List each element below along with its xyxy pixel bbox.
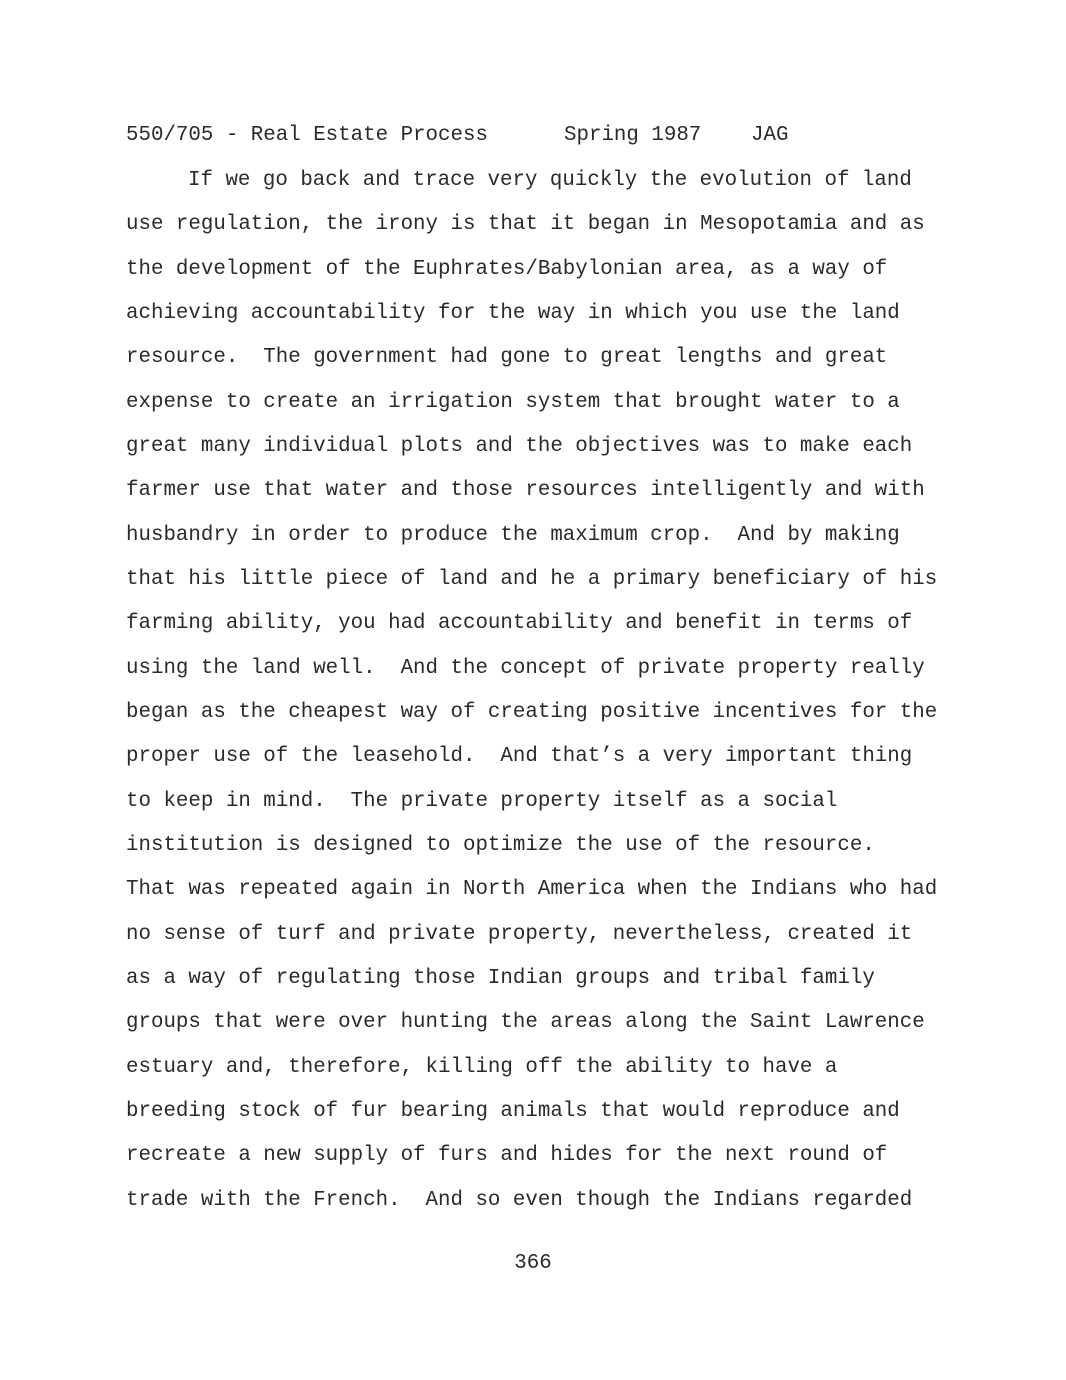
text-line: institution is designed to optimize the use of the resource. <box>126 833 875 857</box>
text-line: to keep in mind. The private property itself as a social <box>126 789 838 813</box>
text-line: as a way of regulating those Indian groups and tribal family <box>126 966 875 990</box>
text-line: breeding stock of fur bearing animals that would reproduce and <box>126 1099 900 1123</box>
transcript-body <box>126 167 937 1231</box>
text-line: That was repeated again in North America when the Indians who had <box>126 878 938 902</box>
text-line: the development of the Euphrates/Babylonian area, as a way of <box>126 257 888 281</box>
text-line: estuary and, therefore, killing off the ability to have a <box>126 1055 838 1079</box>
text-line: that his little piece of land and he a primary beneficiary of his <box>126 567 938 591</box>
author-initials: JAG <box>751 124 789 147</box>
text-line: husbandry in order to produce the maximum crop. And by making <box>126 523 900 547</box>
text-line: farming ability, you had accountability and benefit in terms of <box>126 612 913 636</box>
text-line: groups that were over hunting the areas along the Saint Lawrence <box>126 1011 925 1035</box>
text-line: trade with the French. And so even though the Indians regarded <box>126 1188 913 1212</box>
text-line: began as the cheapest way of creating positive incentives for the <box>126 700 938 724</box>
text-line: achieving accountability for the way in which you use the land <box>126 301 900 325</box>
page-header <box>126 122 788 150</box>
page-number: 366 <box>514 1252 552 1275</box>
text-line: resource. The government had gone to great lengths and great <box>126 346 888 370</box>
text-line: using the land well. And the concept of private property really <box>126 656 925 680</box>
text-line: If we go back and trace very quickly the evolution of land <box>188 169 912 192</box>
term-label: Spring 1987 <box>564 124 702 147</box>
text-line: recreate a new supply of furs and hides for the next round of <box>126 1144 888 1168</box>
text-line: expense to create an irrigation system that brought water to a <box>126 390 900 414</box>
text-line: farmer use that water and those resources intelligently and with <box>126 479 925 503</box>
text-line: proper use of the leasehold. And that’s a very important thing <box>126 745 913 769</box>
text-line: no sense of turf and private property, nevertheless, created it <box>126 922 913 946</box>
text-line: use regulation, the irony is that it began in Mesopotamia and as <box>126 213 925 237</box>
text-line: great many individual plots and the objectives was to make each <box>126 434 913 458</box>
course-title: 550/705 - Real Estate Process <box>126 124 488 147</box>
